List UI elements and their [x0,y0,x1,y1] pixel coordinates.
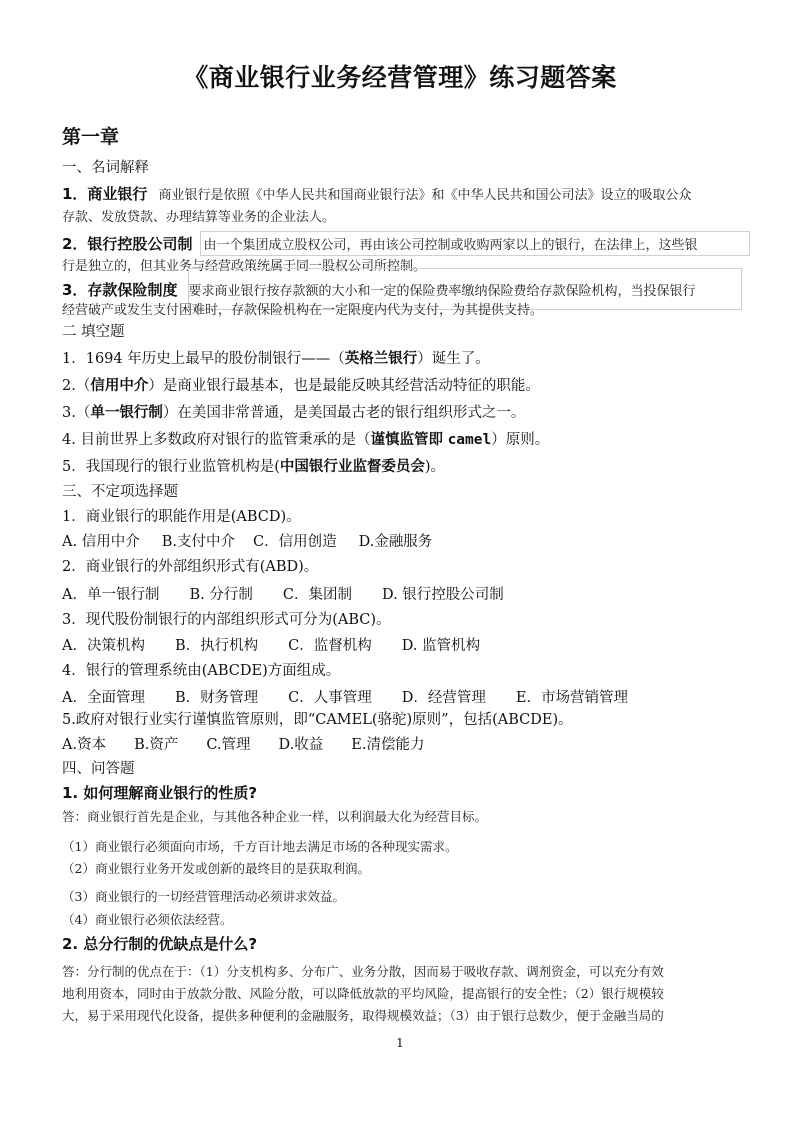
section-heading-definitions: 一、名词解释 [62,160,149,176]
answer-text: 答：分行制的优点在于：（1）分支机构多、分布广、业务分散，因而易于吸收存款、调剂资金，可以充分有效 [62,964,664,979]
definition-item [62,233,698,254]
section-heading-multiple-choice: 三、不定项选择题 [62,484,178,500]
fill-question: 3.（单一银行制）在美国非常普通，是美国最古老的银行组织形式之一。 [62,405,526,421]
fill-answer: 中国银行业监督委员会 [279,459,425,475]
definition-term: 3．存款保险制度 [62,281,178,299]
answer-point: （1）商业银行必须面向市场，千方百计地去满足市场的各种现实需求。 [62,839,458,854]
chapter-heading: 第一章 [62,126,120,148]
fill-answer: 谨慎监管即 [370,432,443,448]
answer-text: 大，易于采用现代化设备，提供多种便利的金融服务，取得规模效益；（3）由于银行总数少，便于金融当局的 [62,1008,664,1023]
definition-text: 由一个集团成立股权公司，再由该公司控制或收购两家以上的银行，在法律上，这些银 [203,238,698,253]
choice-question: 5.政府对银行业实行谨慎监管原则，即“CAMEL(骆驼)原则”，包括(ABCDE)。 [62,712,573,728]
definition-term: 1．商业银行 [62,185,148,203]
fill-answer: 英格兰银行 [344,351,418,367]
answer-point: （4）商业银行必须依法经营。 [62,912,233,927]
fill-answer: 信用中介 [90,378,149,394]
fill-question: 1．1694 年历史上最早的股份制银行——（英格兰银行）诞生了。 [62,351,490,367]
definition-text: 商业银行是依照《中华人民共和国商业银行法》和《中华人民共和国公司法》设立的吸取公众 [158,188,692,203]
fill-answer: 单一银行制 [90,405,163,421]
question-title: 1. 如何理解商业银行的性质? [62,784,258,802]
choice-options: A．单一银行制 B. 分行制 C．集团制 D. 银行控股公司制 [62,587,504,603]
choice-question: 2．商业银行的外部组织形式有(ABD)。 [62,559,319,575]
question-title: 2. 总分行制的优缺点是什么? [62,935,258,953]
definition-item [62,279,696,300]
choice-question: 1．商业银行的职能作用是(ABCD)。 [62,509,301,525]
fill-question: 2.（信用中介）是商业银行最基本，也是最能反映其经营活动特征的职能。 [62,378,540,394]
choice-options: A．决策机构 B．执行机构 C．监督机构 D. 监管机构 [62,638,481,654]
section-heading-fill-in: 二 填空题 [62,324,125,340]
definition-term: 2．银行控股公司制 [62,235,193,253]
definition-text-continued: 行是独立的，但其业务与经营政策统属于同一股权公司所控制。 [62,259,427,274]
choice-question: 3．现代股份制银行的内部组织形式可分为(ABC)。 [62,612,391,628]
choice-options: A. 信用中介 B.支付中介 C．信用创造 D.金融服务 [62,534,433,550]
definition-item [62,183,692,204]
document-title: 《商业银行业务经营管理》练习题答案 [183,63,617,92]
definition-text-continued: 经营破产或发生支付困难时，存款保险机构在一定限度内代为支付，为其提供支持。 [62,303,544,318]
answer-text: 地利用资本，同时由于放款分散、风险分散，可以降低放款的平均风险，提高银行的安全性；（2）银行规模较 [62,986,664,1001]
answer-point: （3）商业银行的一切经营管理活动必须讲求效益。 [62,889,345,904]
fill-question: 5．我国现行的银行业监管机构是(中国银行业监督委员会)。 [62,459,446,475]
choice-options: A．全面管理 B．财务管理 C．人事管理 D．经营管理 E．市场营销管理 [62,690,628,706]
answer-text: 答：商业银行首先是企业，与其他各种企业一样，以利润最大化为经营目标。 [62,809,488,824]
fill-question: 4. 目前世界上多数政府对银行的监管秉承的是（谨慎监管即 camel）原则。 [62,432,550,448]
choice-question: 4．银行的管理系统由(ABCDE)方面组成。 [62,663,341,679]
answer-point: （2）商业银行业务开发或创新的最终目的是获取利润。 [62,861,370,876]
section-heading-questions: 四、问答题 [62,761,135,777]
definition-text-continued: 存款、发放贷款、办理结算等业务的企业法人。 [62,210,336,225]
page-number: 1 [396,1036,404,1050]
choice-options: A.资本 B.资产 C.管理 D.收益 E.清偿能力 [62,737,425,753]
definition-text: 要求商业银行按存款额的大小和一定的保险费率缴纳保险费给存款保险机构，当投保银行 [188,284,696,299]
